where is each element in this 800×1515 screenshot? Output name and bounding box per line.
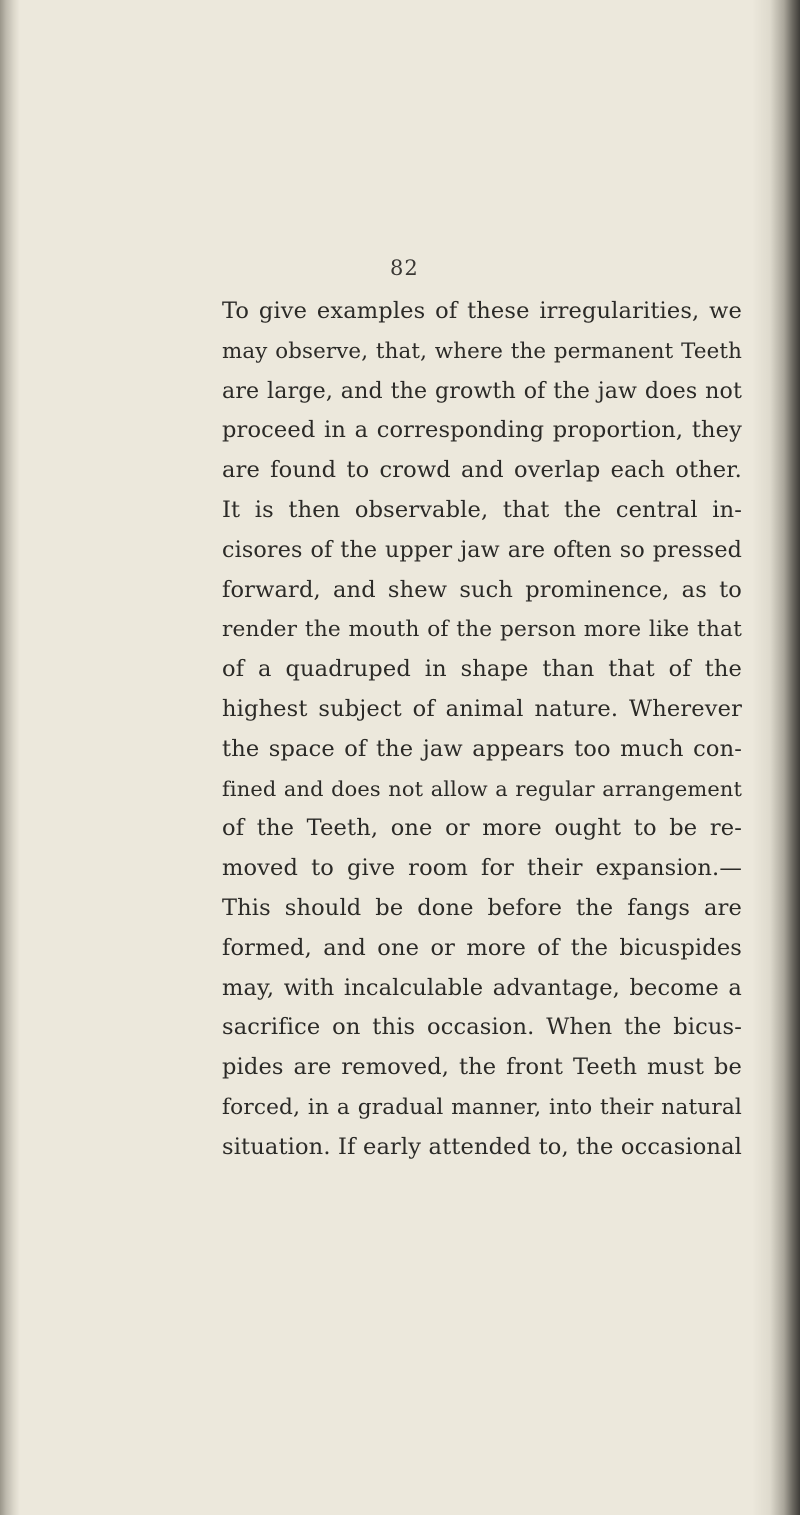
text-line: are large, and the growth of the jaw does not [222, 377, 742, 404]
text-line: of the Teeth, one or more ought to be re- [222, 815, 742, 842]
text-line: forward, and shew such prominence, as to [222, 576, 742, 603]
text-line: This should be done before the fangs are [222, 894, 742, 921]
body-text [222, 292, 742, 1168]
text-line: situation. If early attended to, the occasional [222, 1133, 742, 1160]
text-line: may observe, that, where the permanent Teeth [222, 338, 742, 364]
page-number: 82 [390, 256, 419, 280]
page-gutter-shadow [0, 0, 20, 1515]
text-line: are found to crowd and overlap each other. [222, 457, 742, 484]
text-line: To give examples of these irregularities, we [222, 298, 742, 324]
text-line: render the mouth of the person more like that [222, 617, 742, 643]
text-line: It is then observable, that the central in- [222, 496, 742, 523]
text-line: cisores of the upper jaw are often so pressed [222, 536, 742, 563]
text-line: the space of the jaw appears too much con- [222, 735, 742, 762]
text-line: fined and does not allow a regular arrangement [222, 776, 742, 801]
page-edge-shadow [752, 0, 800, 1515]
text-line: of a quadruped in shape than that of the [222, 656, 742, 683]
text-line: pides are removed, the front Teeth must be [222, 1054, 742, 1081]
text-line: forced, in a gradual manner, into their natural [222, 1094, 742, 1120]
text-line: proceed in a corresponding proportion, they [222, 417, 742, 444]
text-line: formed, and one or more of the bicuspides [222, 934, 742, 961]
text-line: sacrifice on this occasion. When the bicus- [222, 1014, 742, 1041]
text-line: highest subject of animal nature. Wherever [222, 695, 742, 722]
text-line: moved to give room for their expansion.— [222, 855, 742, 882]
text-line: may, with incalculable advantage, become a [222, 974, 742, 1001]
